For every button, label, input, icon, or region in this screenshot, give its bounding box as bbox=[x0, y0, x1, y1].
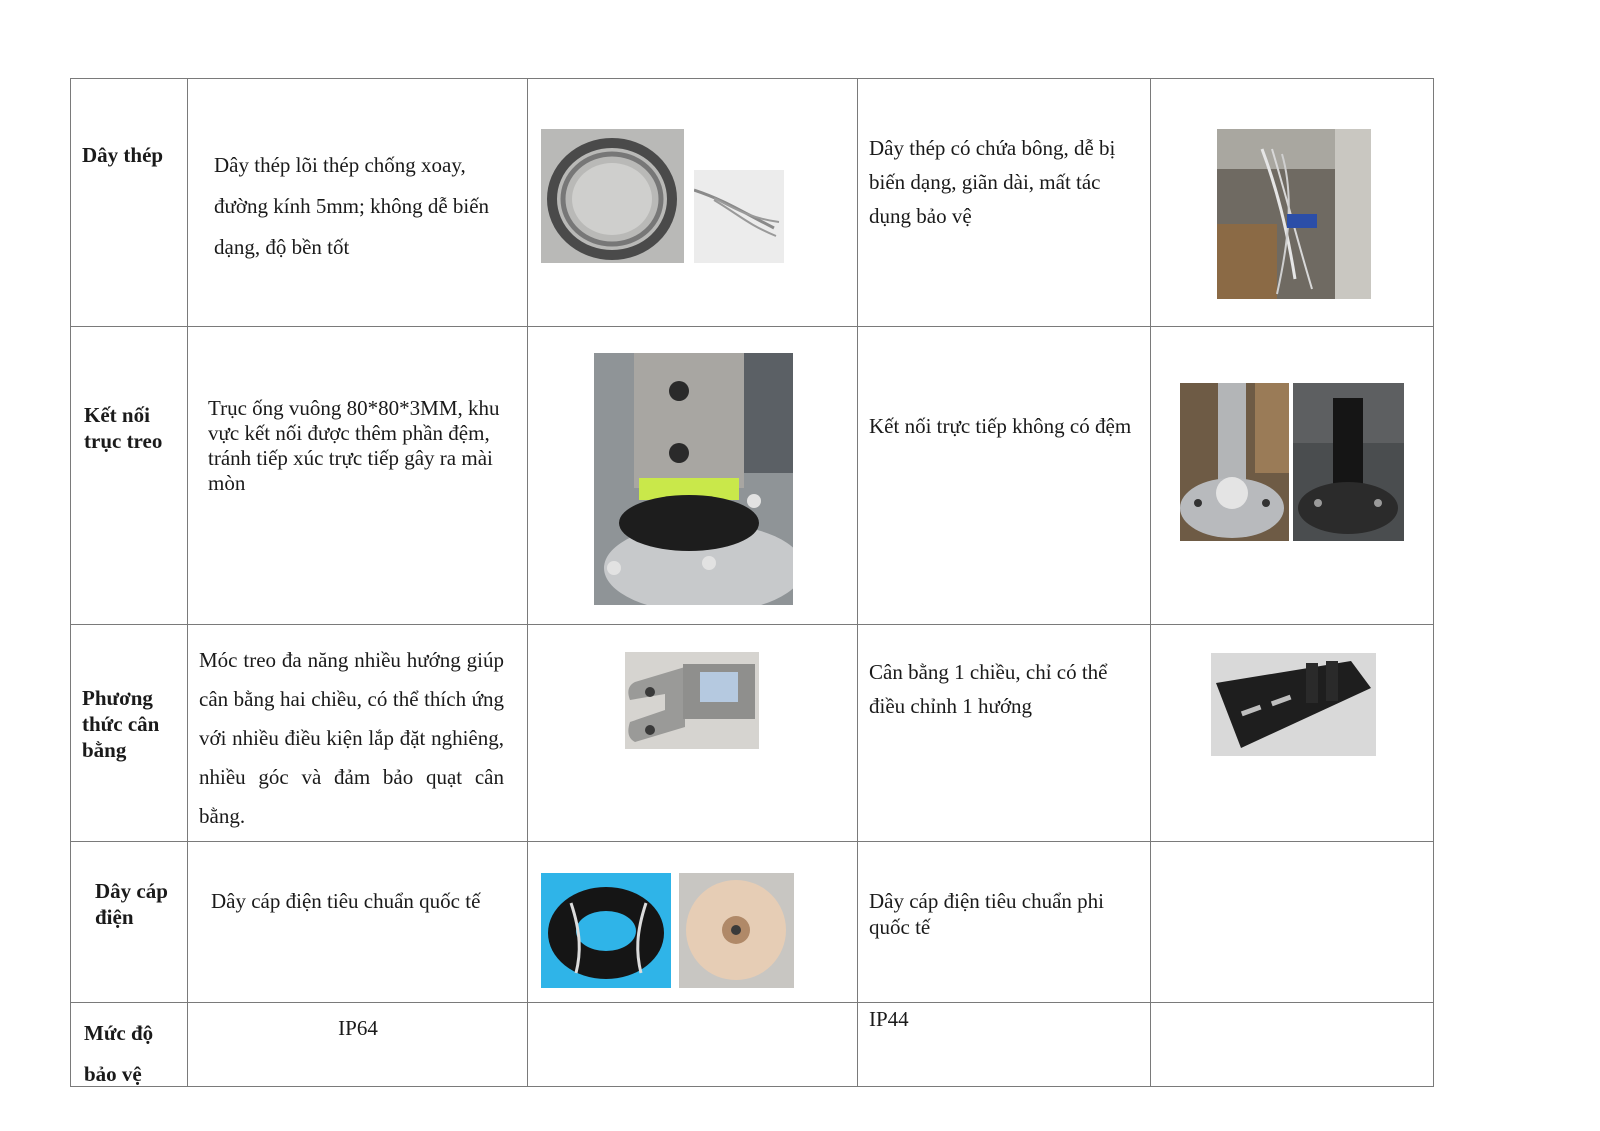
new-description: IP64 bbox=[338, 1016, 378, 1040]
table-row bbox=[71, 79, 1434, 327]
table-row bbox=[71, 1003, 1434, 1087]
old-description: Dây thép có chứa bông, dễ bị biến dạng, giãn dài, mất tác dụng bảo vệ bbox=[869, 136, 1116, 228]
new-image-cell bbox=[528, 842, 858, 1003]
row-label: Kết nối trục treo bbox=[84, 403, 163, 453]
new-description-cell bbox=[188, 842, 528, 1003]
new-description-cell bbox=[188, 327, 528, 625]
row-label: Mức độ bảo vệ bbox=[84, 1021, 154, 1086]
table-row bbox=[71, 842, 1434, 1003]
old-description-cell bbox=[858, 842, 1151, 1003]
old-image-cell bbox=[1151, 327, 1434, 625]
square-shaft-with-pad-photo bbox=[594, 353, 793, 605]
multi-direction-hanger-photo bbox=[625, 652, 759, 749]
new-image-cell bbox=[528, 327, 858, 625]
old-image-cell bbox=[1151, 79, 1434, 327]
new-description: Dây thép lõi thép chống xoay, đường kính 5mm; không dễ biến dạng, độ bền tốt bbox=[214, 153, 490, 259]
old-description: Dây cáp điện tiêu chuẩn phi quốc tế bbox=[869, 889, 1104, 939]
old-description: IP44 bbox=[869, 1007, 909, 1031]
old-description-cell bbox=[858, 79, 1151, 327]
old-description: Kết nối trực tiếp không có đệm bbox=[869, 414, 1132, 438]
old-image-cell bbox=[1151, 625, 1434, 842]
row-label-cell bbox=[71, 79, 188, 327]
row-label-cell bbox=[71, 327, 188, 625]
table-row bbox=[71, 327, 1434, 625]
old-description-cell bbox=[858, 327, 1151, 625]
new-image-cell bbox=[528, 625, 858, 842]
direct-connection-photo-1 bbox=[1180, 383, 1289, 541]
comparison-table bbox=[70, 78, 1434, 1087]
row-label-cell bbox=[71, 842, 188, 1003]
old-image-cell bbox=[1151, 1003, 1434, 1087]
new-image-cell bbox=[528, 1003, 858, 1087]
table-row bbox=[71, 625, 1434, 842]
new-description-cell bbox=[188, 79, 528, 327]
steel-wire-coil-photo bbox=[541, 129, 684, 263]
old-description: Cân bằng 1 chiều, chỉ có thể điều chỉnh 1 hướng bbox=[869, 660, 1108, 718]
new-description-cell bbox=[188, 625, 528, 842]
new-image-cell bbox=[528, 79, 858, 327]
row-label-cell bbox=[71, 1003, 188, 1087]
new-description: Móc treo đa năng nhiều hướng giúp cân bằng hai chiều, có thể thích ứng với nhiều điều kiện lắp đặt nghiêng, nhiều góc và đảm bảo quạt cân bằng. bbox=[199, 648, 504, 828]
cable-coil-photo bbox=[541, 873, 671, 988]
old-description-cell bbox=[858, 625, 1151, 842]
direct-connection-photo-2 bbox=[1293, 383, 1404, 541]
old-image-cell bbox=[1151, 842, 1434, 1003]
row-label: Dây cáp điện bbox=[95, 879, 168, 929]
new-description: Dây cáp điện tiêu chuẩn quốc tế bbox=[211, 889, 481, 913]
frayed-steel-wire-photo bbox=[1217, 129, 1371, 299]
new-description-cell bbox=[188, 1003, 528, 1087]
row-label-cell bbox=[71, 625, 188, 842]
new-description: Trục ống vuông 80*80*3MM, khu vực kết nối được thêm phần đệm, tránh tiếp xúc trực tiếp gây ra mài mòn bbox=[208, 396, 500, 495]
row-label: Dây thép bbox=[82, 143, 164, 167]
one-direction-bracket-photo bbox=[1211, 653, 1376, 756]
old-description-cell bbox=[858, 1003, 1151, 1087]
row-label: Phương thức cân bằng bbox=[82, 686, 160, 762]
steel-wire-strand-photo bbox=[694, 170, 784, 263]
cable-reel-photo bbox=[679, 873, 794, 988]
